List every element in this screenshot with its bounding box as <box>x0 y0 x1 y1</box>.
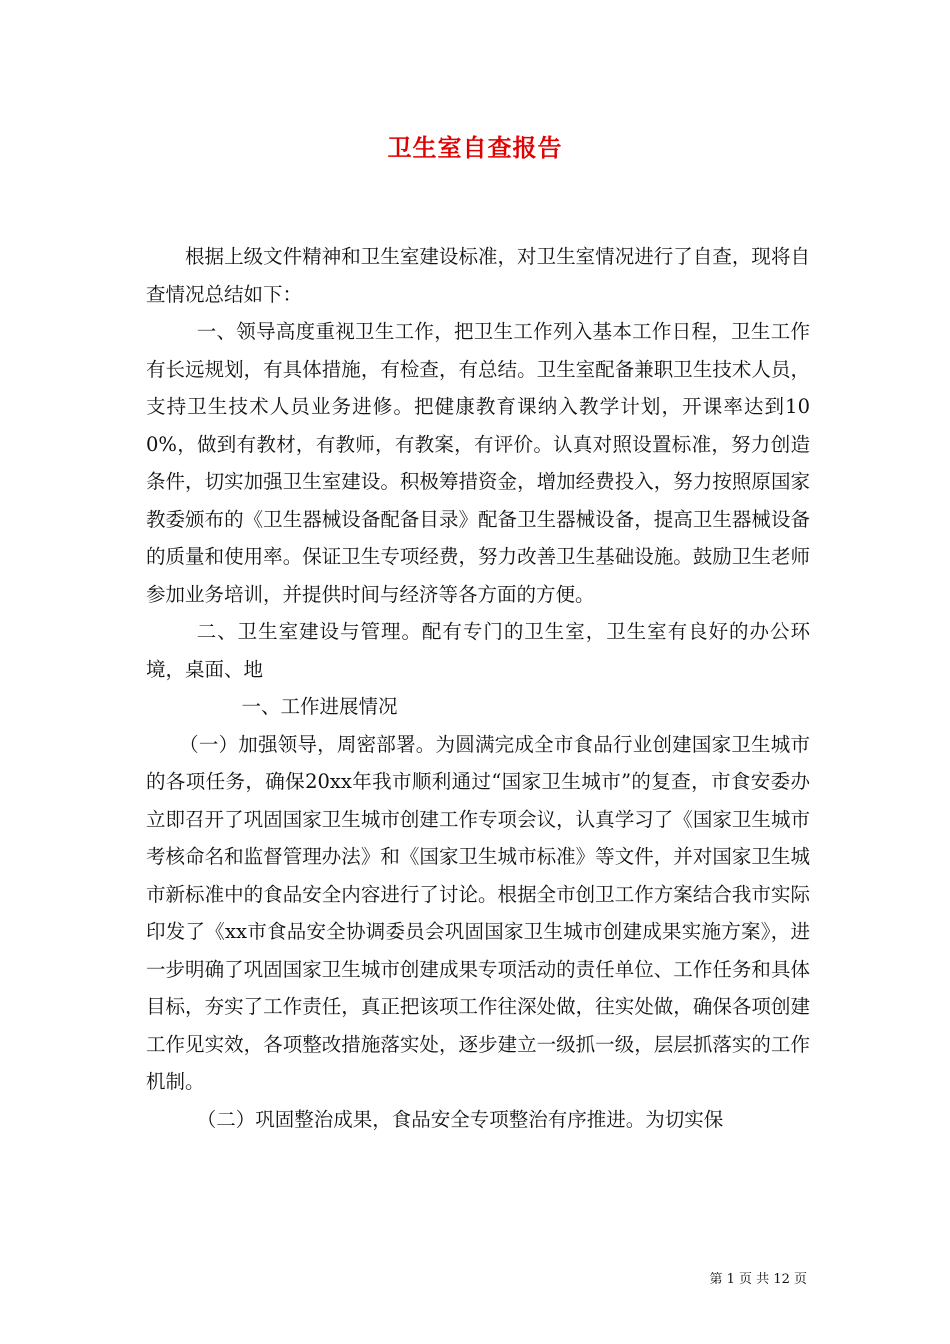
intro-paragraph: 根据上级文件精神和卫生室建设标准，对卫生室情况进行了自查，现将自查情况总结如下： <box>146 245 810 306</box>
document-body <box>146 238 810 1138</box>
item-one-paragraph: （一）加强领导，周密部署。为圆满完成全市食品行业创建国家卫生城市的各项任务，确保20xx年我市顺利通过“国家卫生城市”的复查，市食安委办立即召开了巩固国家卫生城市创建工作专项会议，认真学习了《国家卫生城市考核命名和监督管理办法》和《国家卫生城市标准》等文件，并对国家卫生城市新标准中的食品安全内容进行了讨论。根据全市创卫工作方案结合我市实际印发了《xx市食品安全协调委员会巩固国家卫生城市创建成果实施方案》，进一步明确了巩固国家卫生城市创建成果专项活动的责任单位、工作任务和具体目标，夯实了工作责任，真正把该项工作往深处做，往实处做，确保各项创建工作见实效，各项整改措施落实处，逐步建立一级抓一级，层层抓落实的工作机制。 <box>146 732 810 1093</box>
section-one-paragraph: 一、领导高度重视卫生工作，把卫生工作列入基本工作日程，卫生工作有长远规划，有具体措施，有检查，有总结。卫生室配备兼职卫生技术人员，支持卫生技术人员业务进修。把健康教育课纳入教学计划，开课率达到100%，做到有教材，有教师，有教案，有评价。认真对照设置标准，努力创造条件，切实加强卫生室建设。积极筹措资金，增加经费投入，努力按照原国家教委颁布的《卫生器械设备配备目录》配备卫生器械设备，提高卫生器械设备的质量和使用率。保证卫生专项经费，努力改善卫生基础设施。鼓励卫生老师参加业务培训，并提供时间与经济等各方面的方便。 <box>146 320 810 606</box>
item-two-paragraph: （二）巩固整治成果，食品安全专项整治有序推进。为切实保 <box>196 1107 724 1131</box>
page-number-footer: 第 1 页 共 12 页 <box>709 1272 807 1287</box>
section-two-paragraph: 二、卫生室建设与管理。配有专门的卫生室，卫生室有良好的办公环境，桌面、地 <box>146 620 810 681</box>
document-title: 卫生室自查报告 <box>387 133 563 162</box>
subheading-work-progress: 一、工作进展情况 <box>241 695 398 718</box>
